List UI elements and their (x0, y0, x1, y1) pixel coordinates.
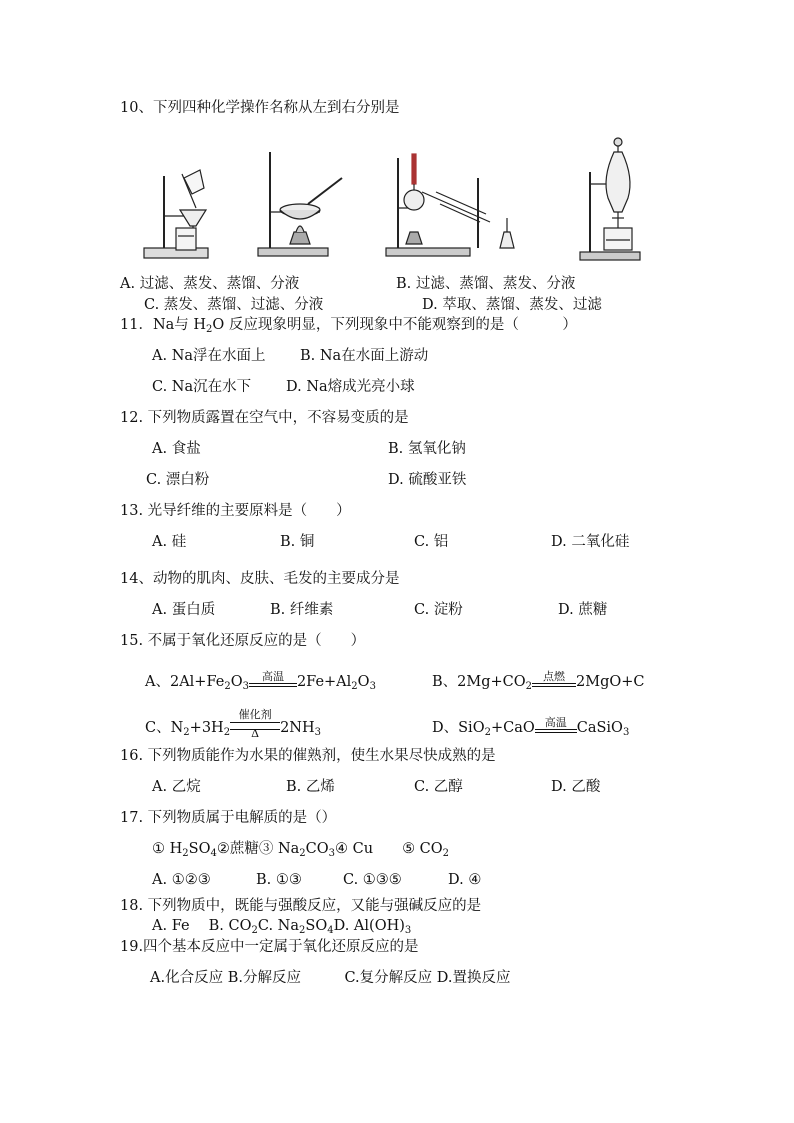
q13-option-a[interactable]: A. 硅 (152, 534, 187, 550)
q15-option-a[interactable]: A、$2Al+Fe_2O_3$ 高温 $2Fe+Al_2O_3$ (145, 670, 376, 692)
q14-option-a[interactable]: A. 蛋白质 (152, 602, 216, 618)
q11-option-b[interactable]: B. Na在水面上游动 (300, 348, 429, 364)
q10-option-b[interactable]: B. 过滤、蒸馏、蒸发、分液 (396, 276, 576, 292)
q15-condition-high-temp-d: 高温 (544, 716, 567, 729)
q15-condition-ignite: 点燃 (543, 670, 566, 683)
q16-option-b[interactable]: B. 乙烯 (286, 779, 335, 795)
filtration-apparatus-icon (144, 170, 208, 258)
q17-option-d[interactable]: D. ④ (448, 872, 482, 888)
q10-figures (140, 148, 650, 270)
q17-option-c[interactable]: C. ①③⑤ (343, 872, 402, 888)
q17-option-b[interactable]: B. ①③ (256, 872, 302, 888)
q17-stem: 17. 下列物质属于电解质的是（） (120, 810, 337, 826)
q14-stem: 14、动物的肌肉、皮肤、毛发的主要成分是 (120, 571, 400, 587)
q10-stem: 10、下列四种化学操作名称从左到右分别是 (120, 100, 400, 116)
evaporation-apparatus-icon (258, 152, 342, 256)
q19-stem: 19.四个基本反应中一定属于氧化还原反应的是 (120, 939, 419, 955)
q12-option-c[interactable]: C. 漂白粉 (146, 472, 210, 488)
q15-condition-heat: Δ (251, 727, 260, 740)
q18-options[interactable]: A. Fe B. $CO_2C$. $Na_2SO_4D$. $Al(OH)_3$ (152, 918, 412, 936)
q15-stem: 15. 不属于氧化还原反应的是（ ） (120, 633, 366, 649)
q14-option-d[interactable]: D. 蔗糖 (558, 602, 608, 618)
q19-options[interactable]: A.化合反应 B.分解反应 C.复分解反应 D.置换反应 (150, 970, 511, 986)
distillation-apparatus-icon (386, 154, 514, 256)
separatory-funnel-apparatus-icon (580, 138, 640, 260)
q14-option-b[interactable]: B. 纤维素 (270, 602, 334, 618)
q17-items: ① $H_2SO_4②$蔗糖③ $Na_2CO_3④$ Cu ⑤ $CO_2$ (152, 841, 450, 859)
q13-option-d[interactable]: D. 二氧化硅 (551, 534, 630, 550)
q10-option-d[interactable]: D. 萃取、蒸馏、蒸发、过滤 (422, 297, 602, 313)
q14-option-c[interactable]: C. 淀粉 (414, 602, 463, 618)
q16-option-c[interactable]: C. 乙醇 (414, 779, 463, 795)
q18-stem: 18. 下列物质中，既能与强酸反应，又能与强碱反应的是 (120, 898, 482, 914)
q16-option-d[interactable]: D. 乙酸 (551, 779, 601, 795)
q16-stem: 16. 下列物质能作为水果的催熟剂，使生水果尽快成熟的是 (120, 748, 496, 764)
q11-option-d[interactable]: D. Na熔成光亮小球 (286, 379, 415, 395)
q11-option-a[interactable]: A. Na浮在水面上 (152, 348, 266, 364)
q11-stem: 11．Na与 $H_2O$ 反应现象明显，下列现象中不能观察到的是（ ） (120, 317, 577, 335)
q15-option-c[interactable]: C、$N_2+3H_2$ 催化剂 Δ $2NH_3$ (145, 708, 322, 740)
q15-option-d[interactable]: D、SiO$_2$+CaO 高温 CaSiO$_3$ (432, 716, 630, 738)
q11-option-c[interactable]: C. Na沉在水下 (152, 379, 252, 395)
q15-option-b[interactable]: B、$2Mg+CO_2$ 点燃 2MgO+C (432, 670, 645, 692)
q15-condition-high-temp: 高温 (261, 670, 284, 683)
q15-condition-catalyst: 催化剂 (238, 708, 272, 721)
q13-option-b[interactable]: B. 铜 (280, 534, 315, 550)
q17-option-a[interactable]: A. ①②③ (152, 872, 211, 888)
q12-option-a[interactable]: A. 食盐 (152, 441, 201, 457)
q10-option-c[interactable]: C. 蒸发、蒸馏、过滤、分液 (144, 297, 324, 313)
q16-option-a[interactable]: A. 乙烷 (152, 779, 201, 795)
q13-option-c[interactable]: C. 铝 (414, 534, 449, 550)
q12-option-b[interactable]: B. 氢氧化钠 (388, 441, 466, 457)
q12-option-d[interactable]: D. 硫酸亚铁 (388, 472, 467, 488)
q12-stem: 12. 下列物质露置在空气中，不容易变质的是 (120, 410, 409, 426)
q13-stem: 13. 光导纤维的主要原料是（ ） (120, 503, 351, 519)
q10-option-a[interactable]: A. 过滤、蒸发、蒸馏、分液 (120, 276, 300, 292)
